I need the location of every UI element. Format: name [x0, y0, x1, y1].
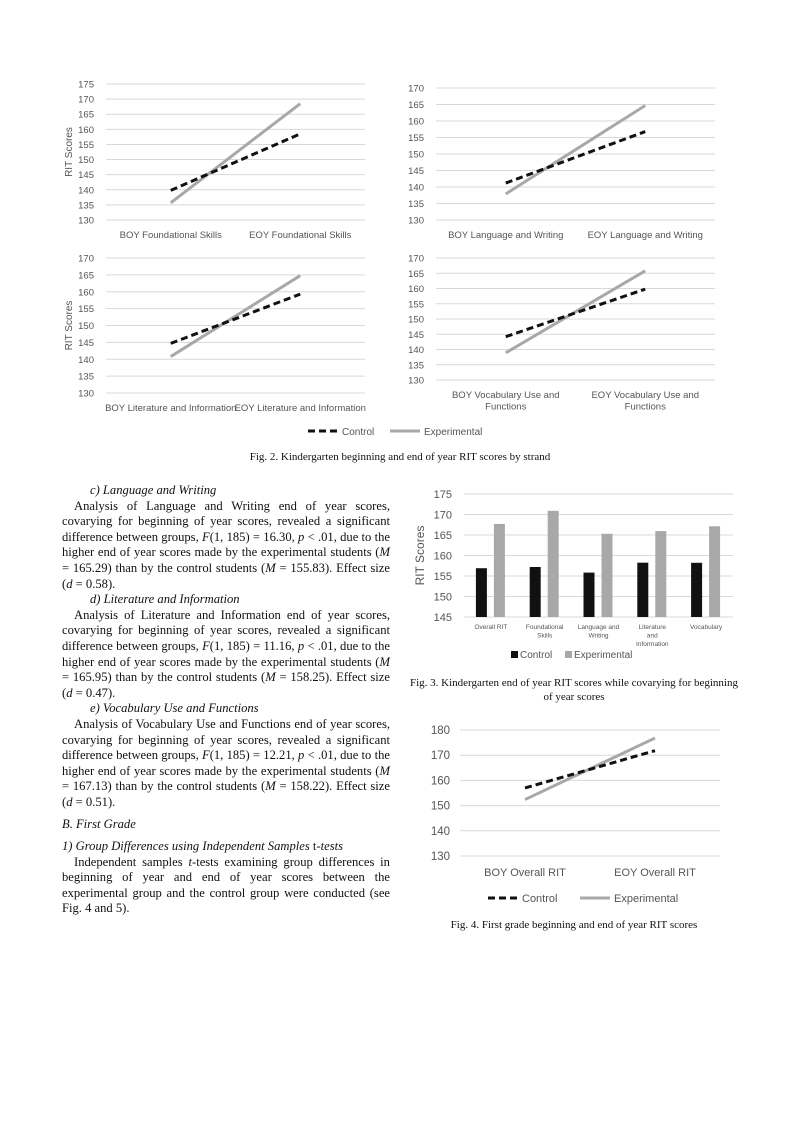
y-tick-label: 165: [78, 109, 94, 121]
y-tick-label: 155: [78, 139, 94, 151]
y-tick-label: 175: [78, 79, 94, 91]
y-tick-label: 145: [433, 612, 452, 624]
y-tick-label: 140: [78, 185, 94, 197]
y-tick-label: 130: [78, 215, 94, 227]
section-c-paragraph: Analysis of Language and Writing end of year scores, covarying for beginning of year scores, revealed a significant difference between groups, F(1, 185) = 16.30, p < .01, due to the higher end of year scores made by the experimental students (M = 165.29) than by the control students (M = 155.83). Effect size (d = 0.58).: [62, 498, 391, 591]
y-tick-label: 160: [78, 287, 94, 299]
fig2-chart-panels: [60, 70, 740, 450]
y-tick-label: 170: [408, 253, 424, 265]
x-tick-label: Information: [636, 641, 669, 648]
x-tick-label: BOY Overall RIT: [484, 867, 566, 879]
experimental-bar: [709, 526, 720, 617]
y-tick-label: 165: [408, 100, 424, 111]
x-tick-label: EOY Overall RIT: [614, 867, 696, 879]
y-tick-label: 160: [433, 550, 452, 563]
y-tick-label: 170: [78, 94, 94, 106]
control-bar: [637, 563, 648, 617]
y-tick-label: 170: [430, 750, 450, 763]
x-tick-label: EOY Foundational Skills: [249, 230, 352, 241]
y-axis-label: RIT Scores: [413, 525, 427, 586]
y-tick-label: 135: [78, 200, 94, 212]
experimental-series-line: [506, 105, 646, 193]
x-tick-label: BOY Vocabulary Use and: [451, 390, 560, 401]
x-tick-label: BOY Foundational Skills: [119, 230, 222, 241]
x-tick-label: Functions: [624, 401, 666, 413]
y-tick-label: 150: [430, 800, 450, 813]
legend-experimental-label: Experimental: [424, 427, 483, 438]
y-tick-label: 145: [78, 170, 94, 182]
y-tick-label: 170: [408, 83, 424, 95]
y-tick-label: 130: [408, 215, 424, 227]
fig2-legend: [308, 427, 482, 438]
control-series-line: [506, 132, 646, 183]
control-bar: [691, 563, 702, 617]
y-tick-label: 160: [408, 116, 424, 128]
section-e-paragraph: Analysis of Vocabulary Use and Functions end of year scores, covarying for beginning of year scores, revealed a significant difference between groups, F(1, 185) = 12.21, p < .01, due to the higher end of year scores made by the experimental students (M = 167.13) than by the control students (M = 158.22). Effect size (d = 0.51).: [62, 716, 391, 809]
experimental-bar: [655, 531, 666, 617]
y-tick-label: 130: [430, 851, 450, 863]
control-series-line: [525, 751, 655, 788]
legend-control-label: Control: [342, 427, 375, 438]
y-tick-label: 145: [408, 329, 424, 341]
y-tick-label: 155: [78, 304, 94, 316]
y-tick-label: 165: [433, 530, 452, 542]
y-tick-label: 130: [408, 375, 424, 387]
y-tick-label: 165: [78, 270, 94, 282]
experimental-series-line: [171, 276, 301, 357]
x-tick-label: Overall RIT: [474, 624, 508, 631]
experimental-series-line: [171, 104, 301, 203]
x-tick-label: Foundational: [525, 624, 564, 631]
control-series-line: [171, 134, 301, 191]
y-axis-label: RIT Scores: [64, 300, 75, 351]
y-tick-label: 145: [78, 337, 94, 349]
x-tick-label: Functions: [485, 401, 527, 413]
fig3-legend-experimental-swatch: [565, 651, 572, 658]
fig4-legend-experimental-label: Experimental: [614, 893, 679, 905]
control-bar: [530, 567, 541, 617]
fig3-caption: Fig. 3. Kindergarten end of year RIT scores while covarying for beginning of year scores: [410, 677, 738, 703]
experimental-bar: [602, 534, 613, 617]
y-tick-label: 140: [430, 825, 450, 838]
section-b-heading: B. First Grade: [62, 817, 136, 832]
y-tick-label: 155: [408, 133, 424, 144]
fig2-panel-literature: [64, 254, 366, 415]
y-tick-label: 130: [78, 388, 94, 400]
y-tick-label: 140: [78, 354, 94, 366]
fig4-legend-control-label: Control: [522, 893, 558, 905]
y-tick-label: 165: [408, 268, 424, 280]
section-b1-heading: 1) Group Differences using Independent Samples t-tests: [62, 839, 343, 854]
x-tick-label: EOY Language and Writing: [587, 230, 703, 241]
x-tick-label: Literature: [638, 624, 667, 631]
section-d-paragraph: Analysis of Literature and Information end of year scores, covarying for beginning of year scores, revealed a significant difference between groups, F(1, 185) = 11.16, p < .01, due to the higher end of year scores made by the experimental students (M = 165.95) than by the control students (M = 158.25). Effect size (d = 0.47).: [62, 607, 390, 700]
y-tick-label: 155: [408, 299, 424, 311]
y-tick-label: 175: [433, 489, 452, 501]
experimental-series-line: [506, 271, 646, 353]
x-tick-label: Vocabulary: [690, 624, 723, 631]
y-tick-label: 180: [430, 725, 450, 737]
y-tick-label: 145: [408, 166, 424, 177]
fig2-panel-vocabulary: [408, 254, 715, 413]
section-c-heading: c) Language and Writing: [90, 483, 217, 497]
fig3-legend-experimental-label: Experimental: [574, 650, 633, 661]
x-tick-label: BOY Literature and Information: [105, 403, 237, 414]
y-tick-label: 160: [78, 124, 94, 136]
x-tick-label: BOY Language and Writing: [448, 230, 564, 241]
y-tick-label: 150: [408, 149, 424, 161]
y-tick-label: 135: [408, 199, 424, 210]
y-axis-label: RIT Scores: [64, 127, 75, 177]
experimental-bar: [548, 511, 559, 617]
left-text-column: [62, 483, 390, 917]
fig4-caption: Fig. 4. First grade beginning and end of year RIT scores: [450, 919, 698, 931]
fig2-caption: Fig. 2. Kindergarten beginning and end of year RIT scores by strand: [249, 451, 551, 463]
y-tick-label: 140: [408, 345, 424, 356]
section-e-heading: e) Vocabulary Use and Functions: [90, 701, 259, 716]
fig2-panel-foundational: [64, 80, 365, 242]
y-tick-label: 160: [408, 284, 424, 295]
control-bar: [476, 568, 487, 617]
y-tick-label: 140: [408, 182, 424, 194]
control-bar: [584, 573, 595, 617]
y-tick-label: 150: [78, 321, 94, 332]
fig2-panel-language: [408, 84, 715, 242]
section-d-heading: d) Literature and Information: [90, 592, 240, 607]
fig4-legend: [488, 893, 678, 905]
x-tick-label: EOY Literature and Information: [234, 403, 366, 414]
y-tick-label: 155: [433, 571, 452, 583]
fig4-line-chart: [410, 720, 730, 910]
fig3-legend-control-label: Control: [520, 650, 553, 661]
fig3-bar-chart: [408, 480, 738, 670]
y-tick-label: 150: [78, 155, 94, 167]
x-tick-label: and: [646, 632, 658, 640]
x-tick-label: Writing: [588, 632, 609, 640]
x-tick-label: Skills: [537, 632, 553, 640]
control-series-line: [171, 294, 301, 343]
x-tick-label: Language and: [577, 624, 620, 631]
y-tick-label: 160: [430, 775, 450, 788]
y-tick-label: 170: [78, 253, 94, 265]
x-tick-label: EOY Vocabulary Use and: [591, 390, 700, 401]
fig3-legend-control-swatch: [511, 651, 518, 658]
section-b1-paragraph: Independent samples t-tests examining group differences in beginning of year and end of year scores between the experimental group and the control group were conducted (see Fig. 4 and 5).: [62, 854, 390, 916]
y-tick-label: 135: [408, 360, 424, 372]
y-tick-label: 135: [78, 371, 94, 383]
y-tick-label: 170: [433, 509, 452, 522]
experimental-bar: [494, 524, 505, 617]
fig3-legend: [511, 650, 632, 661]
y-tick-label: 150: [408, 314, 424, 326]
y-tick-label: 150: [433, 591, 452, 604]
